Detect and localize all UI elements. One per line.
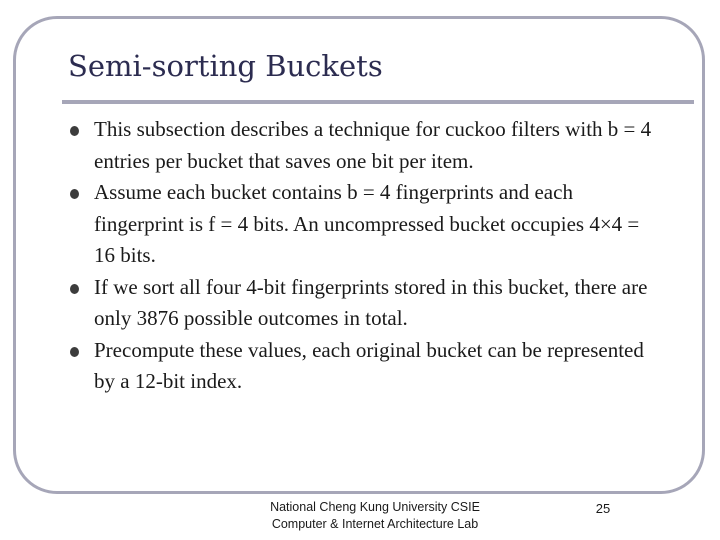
footer-line-university: National Cheng Kung University CSIE [270, 500, 480, 514]
bullet-item [68, 114, 658, 177]
bullet-dot-icon [70, 284, 79, 294]
bullet-dot-icon [70, 126, 79, 136]
bullet-text: Precompute these values, each original bucket can be represented by a 12-bit index. [94, 337, 644, 393]
title-divider [62, 100, 694, 104]
slide-title: Semi-sorting Buckets [68, 49, 383, 83]
bullet-list [68, 114, 658, 398]
bullet-item [68, 335, 658, 398]
bullet-item [68, 177, 658, 272]
page-number: 25 [595, 501, 611, 516]
bullet-dot-icon [70, 189, 79, 199]
bullet-item [68, 272, 658, 335]
footer-line-lab: Computer & Internet Architecture Lab [271, 517, 479, 531]
bullet-text: Assume each bucket contains b = 4 fingerprints and each fingerprint is f = 4 bits. An uncompressed bucket occupies 4×4 = 16 bits. [94, 180, 640, 267]
footer [240, 499, 510, 533]
bullet-text: If we sort all four 4-bit fingerprints stored in this bucket, there are only 3876 possible outcomes in total. [94, 274, 648, 330]
bullet-dot-icon [70, 347, 79, 357]
bullet-text: This subsection describes a technique for cuckoo filters with b = 4 entries per bucket that saves one bit per item. [94, 117, 652, 173]
